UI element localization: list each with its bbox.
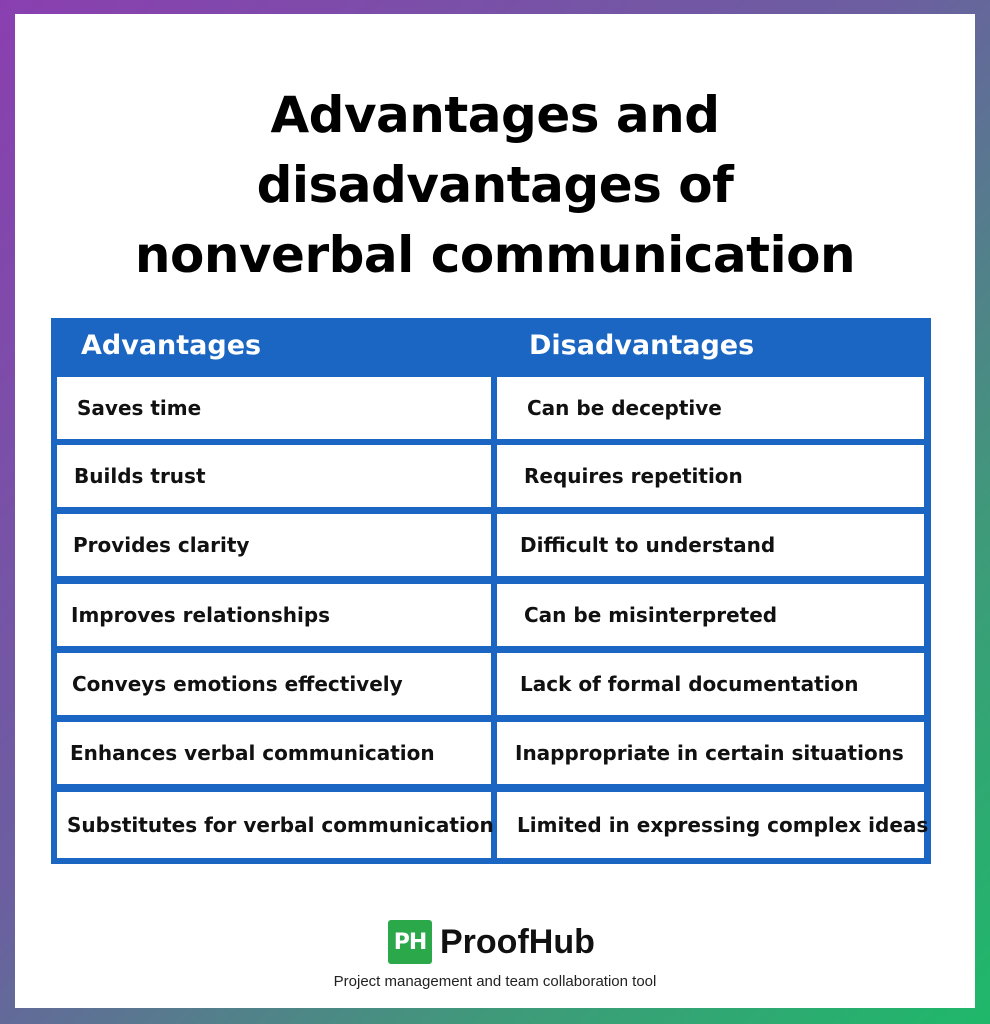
header-advantages: Advantages [81,330,262,361]
disadvantage-cell: Can be deceptive [497,377,924,439]
content-card [15,14,975,1008]
disadvantage-cell: Difficult to understand [497,514,924,576]
disadvantage-cell: Can be misinterpreted [497,584,924,646]
disadvantage-cell: Inappropriate in certain situations [497,722,924,784]
advantage-cell: Provides clarity [57,514,491,576]
title-line-3: nonverbal communication [134,226,856,284]
comparison-table [51,318,931,864]
advantage-cell: Saves time [57,377,491,439]
proofhub-logo [388,918,595,966]
advantage-cell: Substitutes for verbal communication [57,792,491,858]
page-title [15,80,975,290]
brand-name: ProofHub [440,922,595,961]
disadvantage-cell: Lack of formal documentation [497,653,924,715]
advantage-cell: Conveys emotions effectively [57,653,491,715]
table-header [51,318,931,374]
advantage-cell: Enhances verbal communication [57,722,491,784]
title-line-2: disadvantages of [256,156,734,214]
header-disadvantages: Disadvantages [529,330,755,361]
brand-tagline: Project management and team collaboration tool [333,973,657,990]
disadvantage-cell: Limited in expressing complex ideas [497,792,924,858]
advantage-cell: Improves relationships [57,584,491,646]
disadvantage-cell: Requires repetition [497,445,924,507]
advantage-cell: Builds trust [57,445,491,507]
title-line-1: Advantages and [270,86,720,144]
ph-logo-icon: PH [388,920,432,964]
